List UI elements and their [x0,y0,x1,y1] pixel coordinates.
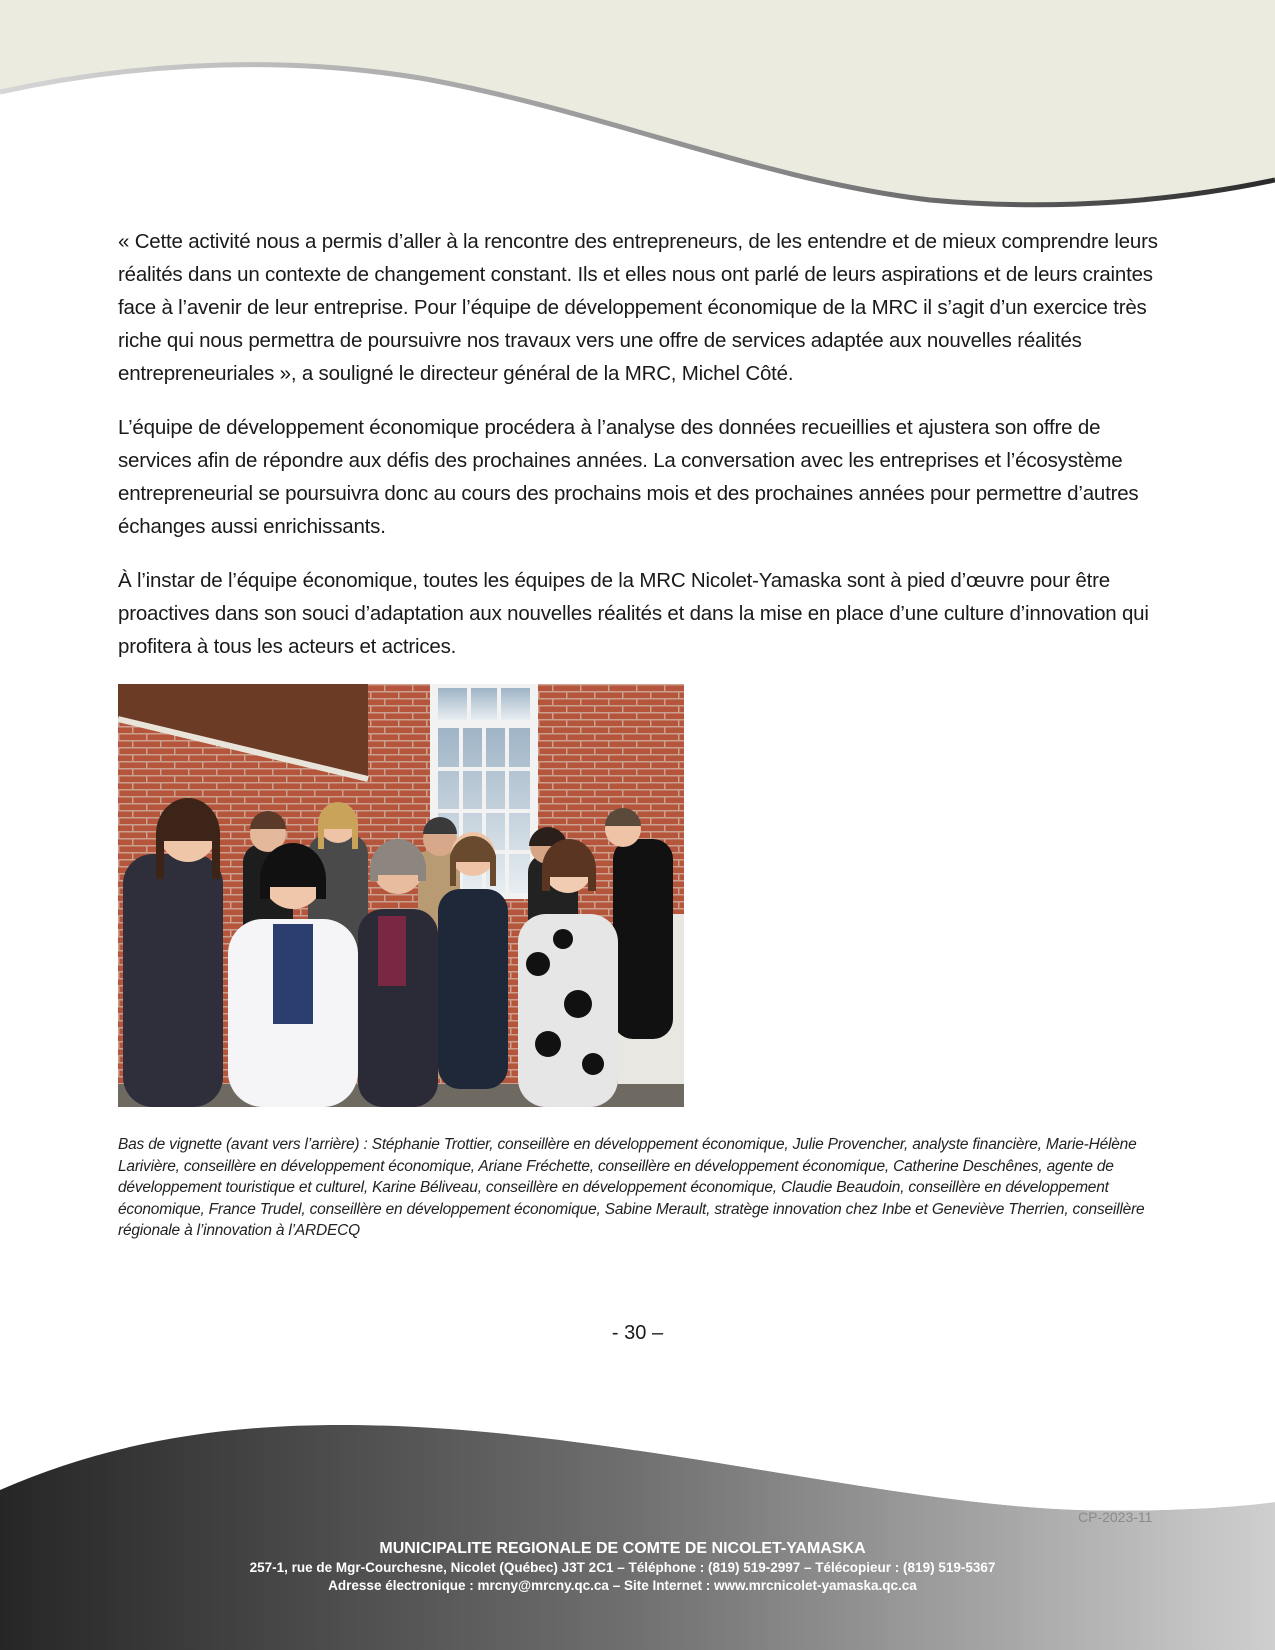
document-code: CP-2023-11 [1078,1509,1153,1525]
footer-organization: MUNICIPALITE REGIONALE DE COMTE DE NICOLET-YAMASKA [379,1540,866,1557]
footer-contact [0,1539,1245,1595]
paragraph-quote: « Cette activité nous a permis d’aller à la rencontre des entrepreneurs, de les entendre et de mieux comprendre leurs réalités dans un contexte de changement constant. Ils et elles nous ont parlé de leurs aspirations et de leurs craintes face à l’avenir de leur entreprise. Pour l’équipe de développement économique de la MRC il s’agit d’un exercice très riche qui nous permettra de poursuivre nos travaux vers une offre de services adaptée aux nouvelles réalités entrepreneuriales », a souligné le directeur général de la MRC, Michel Côté. [118,230,1158,385]
paragraph-innovation: À l’instar de l’équipe économique, toutes les équipes de la MRC Nicolet-Yamaska sont à pied d’œuvre pour être proactives dans son souci d’adaptation aux nouvelles réalités et dans la mise en place d’une culture d’innovation qui profitera à tous les acteurs et actrices. [118,569,1149,658]
footer-wave-decoration [0,1420,1275,1650]
photo-caption: Bas de vignette (avant vers l’arrière) : Stéphanie Trottier, conseillère en développement économique, Julie Provencher, analyste financière, Marie-Hélène Larivière, conseillère en développement économique, Ariane Fréchette, conseillère en développement économique, Catherine Deschênes, agente de développement touristique et culturel, Karine Béliveau, conseillère en développement économique, Claudie Beaudoin, conseillère en développement économique, France Trudel, conseillère en développement économique, Sabine Merault, stratège innovation chez Inbe et Geneviève Therrien, conseillère régionale à l’innovation à l’ARDECQ [118,1136,1145,1239]
footer-address: 257-1, rue de Mgr-Courchesne, Nicolet (Québec) J3T 2C1 – Téléphone : (819) 519-2997 – Télécopieur : (819) 519-5367 [249,1560,996,1575]
footer-email-website: Adresse électronique : mrcny@mrcny.qc.ca – Site Internet : www.mrcnicolet-yamaska.qc.ca [328,1578,917,1593]
article-body [118,225,1163,684]
page-number: - 30 – [611,1322,664,1344]
group-photo [118,684,684,1107]
header-wave-decoration [0,0,1275,220]
paragraph-analysis: L’équipe de développement économique procédera à l’analyse des données recueillies et ajustera son offre de services afin de répondre aux défis des prochaines années. La conversation avec les entreprises et l’écosystème entrepreneurial se poursuivra donc au cours des prochains mois et des prochaines années pour permettre d’autres échanges aussi enrichissants. [118,416,1139,538]
